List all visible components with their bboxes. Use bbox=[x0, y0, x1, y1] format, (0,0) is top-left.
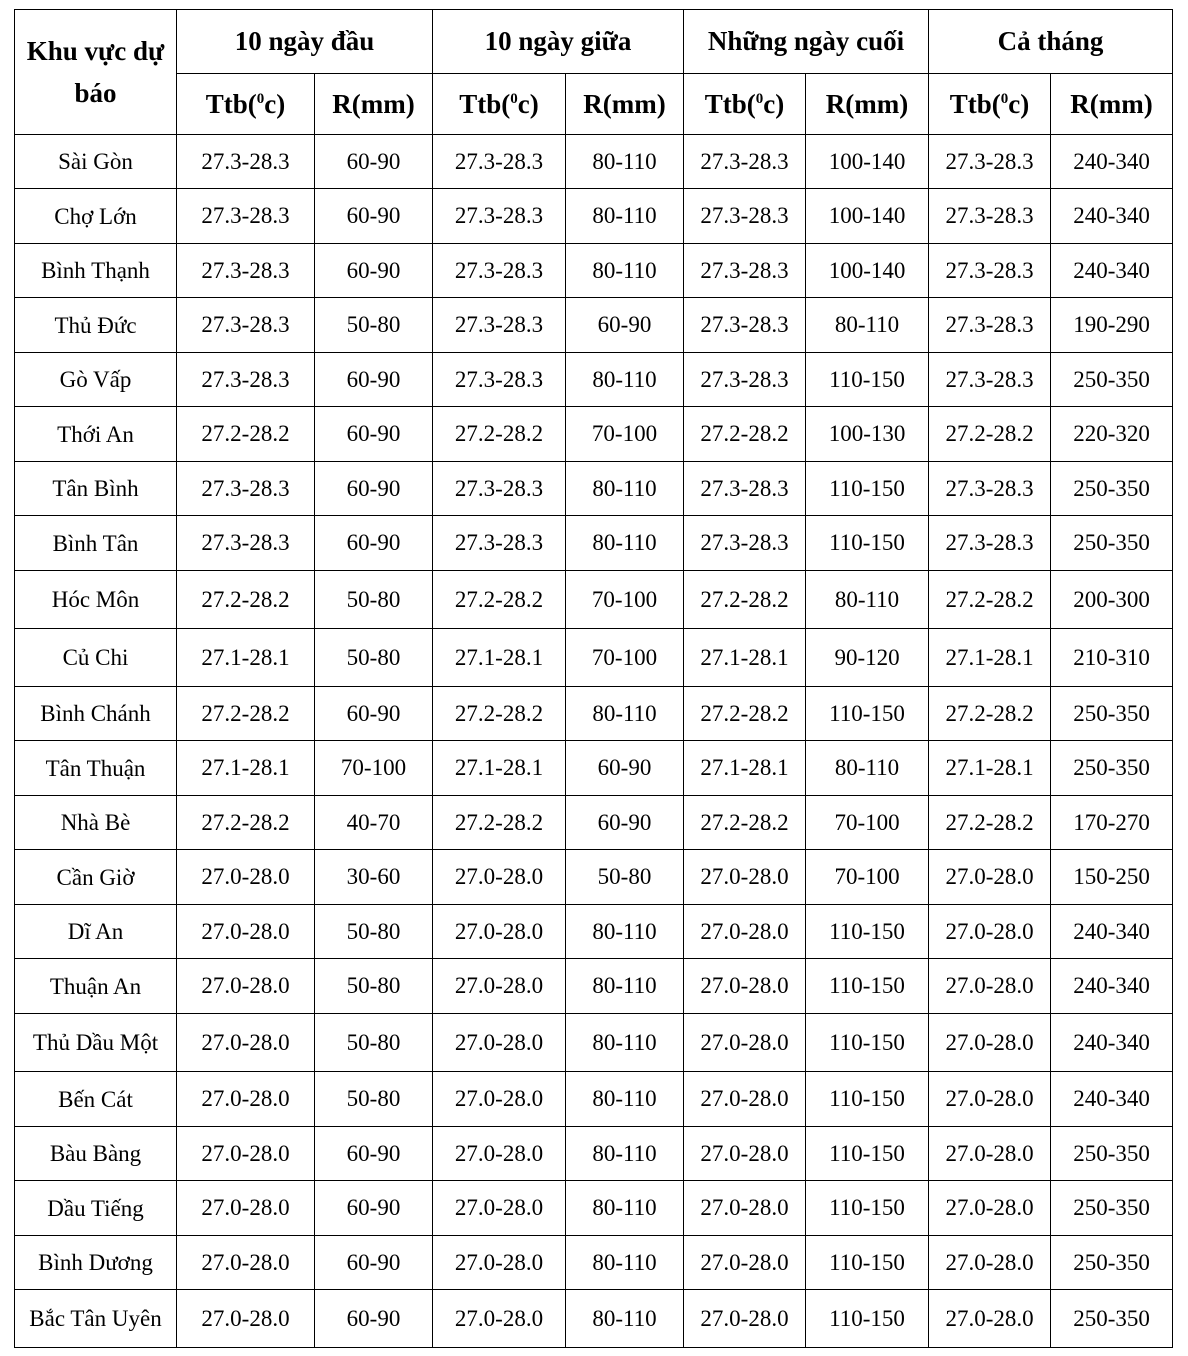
temp-cell: 27.3-28.3 bbox=[684, 353, 806, 407]
temp-cell: 27.0-28.0 bbox=[433, 905, 566, 959]
temp-cell: 27.0-28.0 bbox=[684, 1236, 806, 1290]
temp-header-prefix: Ttb( bbox=[459, 88, 511, 119]
temp-cell: 27.2-28.2 bbox=[684, 796, 806, 850]
temp-cell: 27.3-28.3 bbox=[433, 244, 566, 298]
table-row bbox=[15, 629, 1173, 687]
rain-cell: 250-350 bbox=[1051, 353, 1173, 407]
period-header: 10 ngày đầu bbox=[177, 10, 433, 74]
temp-cell: 27.3-28.3 bbox=[433, 516, 566, 571]
rain-cell: 250-350 bbox=[1051, 462, 1173, 516]
temp-cell: 27.0-28.0 bbox=[177, 850, 315, 905]
temp-header-prefix: Ttb( bbox=[704, 88, 756, 119]
temp-cell: 27.0-28.0 bbox=[433, 1014, 566, 1072]
rain-cell: 110-150 bbox=[806, 1127, 929, 1181]
table-row bbox=[15, 1181, 1173, 1236]
rain-cell: 60-90 bbox=[315, 687, 433, 741]
rain-column-header: R(mm) bbox=[315, 74, 433, 135]
rain-cell: 110-150 bbox=[806, 905, 929, 959]
rain-cell: 80-110 bbox=[566, 1181, 684, 1236]
region-cell: Bàu Bàng bbox=[15, 1127, 177, 1181]
rain-cell: 60-90 bbox=[315, 353, 433, 407]
temp-column-header bbox=[433, 74, 566, 135]
rain-cell: 150-250 bbox=[1051, 850, 1173, 905]
table-row bbox=[15, 1127, 1173, 1181]
region-cell: Thuận An bbox=[15, 959, 177, 1014]
temp-column-header bbox=[684, 74, 806, 135]
temp-cell: 27.0-28.0 bbox=[929, 1072, 1051, 1127]
region-cell: Bến Cát bbox=[15, 1072, 177, 1127]
region-cell: Sài Gòn bbox=[15, 135, 177, 189]
temp-cell: 27.0-28.0 bbox=[433, 1072, 566, 1127]
table-row bbox=[15, 135, 1173, 189]
temp-cell: 27.3-28.3 bbox=[684, 244, 806, 298]
forecast-table bbox=[14, 9, 1173, 1348]
period-header: 10 ngày giữa bbox=[433, 10, 684, 74]
table-row bbox=[15, 1236, 1173, 1290]
table-row bbox=[15, 244, 1173, 298]
temp-header-suffix: c) bbox=[264, 88, 286, 119]
region-cell: Bắc Tân Uyên bbox=[15, 1290, 177, 1348]
region-cell: Thủ Dầu Một bbox=[15, 1014, 177, 1072]
temp-cell: 27.0-28.0 bbox=[929, 905, 1051, 959]
rain-cell: 50-80 bbox=[315, 905, 433, 959]
temp-header-suffix: c) bbox=[1008, 88, 1030, 119]
table-row bbox=[15, 905, 1173, 959]
temp-cell: 27.3-28.3 bbox=[929, 516, 1051, 571]
table-row bbox=[15, 571, 1173, 629]
temp-cell: 27.3-28.3 bbox=[433, 353, 566, 407]
rain-cell: 240-340 bbox=[1051, 1072, 1173, 1127]
rain-cell: 60-90 bbox=[315, 1236, 433, 1290]
table-body bbox=[15, 135, 1173, 1348]
rain-cell: 110-150 bbox=[806, 1014, 929, 1072]
rain-cell: 40-70 bbox=[315, 796, 433, 850]
rain-cell: 80-110 bbox=[566, 1072, 684, 1127]
rain-cell: 80-110 bbox=[566, 959, 684, 1014]
rain-cell: 110-150 bbox=[806, 1181, 929, 1236]
table-row bbox=[15, 796, 1173, 850]
temp-header-degree: 0 bbox=[1000, 90, 1009, 107]
header-row-measures bbox=[15, 74, 1173, 135]
region-cell: Tân Bình bbox=[15, 462, 177, 516]
rain-cell: 50-80 bbox=[315, 959, 433, 1014]
region-cell: Dĩ An bbox=[15, 905, 177, 959]
rain-cell: 80-110 bbox=[806, 571, 929, 629]
temp-cell: 27.3-28.3 bbox=[433, 298, 566, 353]
region-cell: Củ Chi bbox=[15, 629, 177, 687]
rain-cell: 110-150 bbox=[806, 516, 929, 571]
rain-cell: 250-350 bbox=[1051, 741, 1173, 796]
temp-cell: 27.3-28.3 bbox=[929, 353, 1051, 407]
table-row bbox=[15, 462, 1173, 516]
rain-cell: 60-90 bbox=[566, 298, 684, 353]
rain-cell: 220-320 bbox=[1051, 407, 1173, 462]
rain-cell: 60-90 bbox=[315, 244, 433, 298]
rain-cell: 60-90 bbox=[566, 741, 684, 796]
region-cell: Nhà Bè bbox=[15, 796, 177, 850]
rain-cell: 200-300 bbox=[1051, 571, 1173, 629]
rain-cell: 60-90 bbox=[315, 1127, 433, 1181]
rain-cell: 190-290 bbox=[1051, 298, 1173, 353]
temp-cell: 27.0-28.0 bbox=[684, 1072, 806, 1127]
temp-cell: 27.0-28.0 bbox=[684, 1181, 806, 1236]
rain-cell: 70-100 bbox=[566, 629, 684, 687]
rain-cell: 70-100 bbox=[315, 741, 433, 796]
rain-cell: 80-110 bbox=[566, 1236, 684, 1290]
temp-cell: 27.1-28.1 bbox=[929, 741, 1051, 796]
rain-cell: 240-340 bbox=[1051, 959, 1173, 1014]
rain-cell: 80-110 bbox=[806, 741, 929, 796]
temp-cell: 27.1-28.1 bbox=[684, 629, 806, 687]
rain-cell: 70-100 bbox=[566, 407, 684, 462]
temp-cell: 27.3-28.3 bbox=[177, 135, 315, 189]
rain-cell: 60-90 bbox=[315, 189, 433, 244]
table-row bbox=[15, 1290, 1173, 1348]
rain-cell: 110-150 bbox=[806, 959, 929, 1014]
rain-cell: 60-90 bbox=[315, 462, 433, 516]
temp-cell: 27.0-28.0 bbox=[684, 1290, 806, 1348]
temp-cell: 27.2-28.2 bbox=[929, 687, 1051, 741]
temp-cell: 27.0-28.0 bbox=[177, 1014, 315, 1072]
rain-cell: 240-340 bbox=[1051, 1014, 1173, 1072]
rain-cell: 250-350 bbox=[1051, 687, 1173, 741]
temp-cell: 27.0-28.0 bbox=[177, 1181, 315, 1236]
temp-cell: 27.0-28.0 bbox=[684, 959, 806, 1014]
temp-cell: 27.2-28.2 bbox=[177, 571, 315, 629]
temp-cell: 27.1-28.1 bbox=[684, 741, 806, 796]
temp-cell: 27.2-28.2 bbox=[684, 407, 806, 462]
rain-cell: 50-80 bbox=[315, 629, 433, 687]
temp-cell: 27.0-28.0 bbox=[929, 1014, 1051, 1072]
table-row bbox=[15, 850, 1173, 905]
temp-cell: 27.2-28.2 bbox=[433, 687, 566, 741]
rain-cell: 100-130 bbox=[806, 407, 929, 462]
temp-cell: 27.0-28.0 bbox=[177, 1290, 315, 1348]
rain-cell: 70-100 bbox=[806, 796, 929, 850]
rain-cell: 170-270 bbox=[1051, 796, 1173, 850]
rain-column-header: R(mm) bbox=[1051, 74, 1173, 135]
temp-cell: 27.0-28.0 bbox=[929, 1290, 1051, 1348]
temp-cell: 27.0-28.0 bbox=[177, 1127, 315, 1181]
temp-cell: 27.2-28.2 bbox=[684, 687, 806, 741]
region-cell: Thới An bbox=[15, 407, 177, 462]
temp-cell: 27.2-28.2 bbox=[177, 407, 315, 462]
rain-cell: 50-80 bbox=[315, 298, 433, 353]
rain-cell: 110-150 bbox=[806, 1236, 929, 1290]
temp-header-suffix: c) bbox=[517, 88, 539, 119]
rain-cell: 210-310 bbox=[1051, 629, 1173, 687]
rain-cell: 80-110 bbox=[566, 189, 684, 244]
temp-cell: 27.1-28.1 bbox=[929, 629, 1051, 687]
region-cell: Tân Thuận bbox=[15, 741, 177, 796]
temp-cell: 27.0-28.0 bbox=[177, 1072, 315, 1127]
temp-cell: 27.2-28.2 bbox=[929, 796, 1051, 850]
region-cell: Bình Dương bbox=[15, 1236, 177, 1290]
region-cell: Bình Thạnh bbox=[15, 244, 177, 298]
rain-cell: 60-90 bbox=[315, 1181, 433, 1236]
rain-cell: 240-340 bbox=[1051, 189, 1173, 244]
rain-cell: 250-350 bbox=[1051, 1181, 1173, 1236]
temp-header-degree: 0 bbox=[256, 90, 265, 107]
header-row-periods bbox=[15, 10, 1173, 74]
region-cell: Hóc Môn bbox=[15, 571, 177, 629]
temp-cell: 27.3-28.3 bbox=[929, 244, 1051, 298]
region-cell: Bình Tân bbox=[15, 516, 177, 571]
temp-column-header bbox=[929, 74, 1051, 135]
rain-cell: 80-110 bbox=[566, 1127, 684, 1181]
temp-cell: 27.0-28.0 bbox=[433, 1181, 566, 1236]
temp-cell: 27.2-28.2 bbox=[177, 687, 315, 741]
temp-cell: 27.0-28.0 bbox=[433, 959, 566, 1014]
region-cell: Thủ Đức bbox=[15, 298, 177, 353]
rain-cell: 70-100 bbox=[806, 850, 929, 905]
rain-cell: 60-90 bbox=[315, 407, 433, 462]
temp-column-header bbox=[177, 74, 315, 135]
temp-cell: 27.3-28.3 bbox=[684, 189, 806, 244]
temp-cell: 27.3-28.3 bbox=[929, 189, 1051, 244]
rain-cell: 80-110 bbox=[566, 462, 684, 516]
rain-cell: 80-110 bbox=[566, 1014, 684, 1072]
temp-cell: 27.3-28.3 bbox=[177, 244, 315, 298]
temp-cell: 27.0-28.0 bbox=[684, 1127, 806, 1181]
temp-cell: 27.0-28.0 bbox=[684, 905, 806, 959]
rain-cell: 240-340 bbox=[1051, 905, 1173, 959]
table-row bbox=[15, 353, 1173, 407]
rain-cell: 80-110 bbox=[566, 905, 684, 959]
rain-cell: 250-350 bbox=[1051, 1290, 1173, 1348]
table-row bbox=[15, 189, 1173, 244]
region-cell: Gò Vấp bbox=[15, 353, 177, 407]
temp-cell: 27.0-28.0 bbox=[929, 850, 1051, 905]
period-header: Những ngày cuối bbox=[684, 10, 929, 74]
temp-cell: 27.3-28.3 bbox=[433, 135, 566, 189]
region-column-header: Khu vực dự báo bbox=[15, 10, 177, 135]
rain-cell: 250-350 bbox=[1051, 1236, 1173, 1290]
rain-cell: 90-120 bbox=[806, 629, 929, 687]
rain-cell: 100-140 bbox=[806, 135, 929, 189]
temp-cell: 27.0-28.0 bbox=[929, 1236, 1051, 1290]
temp-cell: 27.3-28.3 bbox=[433, 462, 566, 516]
rain-cell: 80-110 bbox=[566, 687, 684, 741]
rain-cell: 70-100 bbox=[566, 571, 684, 629]
rain-column-header: R(mm) bbox=[566, 74, 684, 135]
rain-cell: 110-150 bbox=[806, 353, 929, 407]
rain-cell: 50-80 bbox=[566, 850, 684, 905]
temp-cell: 27.0-28.0 bbox=[433, 1127, 566, 1181]
region-cell: Chợ Lớn bbox=[15, 189, 177, 244]
temp-cell: 27.0-28.0 bbox=[177, 959, 315, 1014]
temp-cell: 27.0-28.0 bbox=[929, 959, 1051, 1014]
temp-header-degree: 0 bbox=[755, 90, 764, 107]
temp-cell: 27.3-28.3 bbox=[929, 298, 1051, 353]
rain-cell: 80-110 bbox=[806, 298, 929, 353]
temp-header-prefix: Ttb( bbox=[949, 88, 1001, 119]
rain-cell: 80-110 bbox=[566, 1290, 684, 1348]
temp-cell: 27.0-28.0 bbox=[433, 850, 566, 905]
rain-cell: 30-60 bbox=[315, 850, 433, 905]
period-header: Cả tháng bbox=[929, 10, 1173, 74]
rain-cell: 240-340 bbox=[1051, 244, 1173, 298]
region-cell: Bình Chánh bbox=[15, 687, 177, 741]
rain-cell: 100-140 bbox=[806, 244, 929, 298]
rain-cell: 240-340 bbox=[1051, 135, 1173, 189]
temp-header-degree: 0 bbox=[510, 90, 518, 107]
rain-cell: 250-350 bbox=[1051, 516, 1173, 571]
region-cell: Cần Giờ bbox=[15, 850, 177, 905]
temp-cell: 27.3-28.3 bbox=[177, 462, 315, 516]
temp-cell: 27.2-28.2 bbox=[684, 571, 806, 629]
temp-cell: 27.2-28.2 bbox=[929, 407, 1051, 462]
rain-cell: 110-150 bbox=[806, 1290, 929, 1348]
rain-cell: 80-110 bbox=[566, 135, 684, 189]
rain-cell: 80-110 bbox=[566, 353, 684, 407]
temp-cell: 27.3-28.3 bbox=[929, 462, 1051, 516]
table-row bbox=[15, 959, 1173, 1014]
temp-cell: 27.2-28.2 bbox=[177, 796, 315, 850]
temp-cell: 27.3-28.3 bbox=[684, 135, 806, 189]
temp-cell: 27.3-28.3 bbox=[684, 516, 806, 571]
temp-cell: 27.1-28.1 bbox=[433, 741, 566, 796]
rain-cell: 50-80 bbox=[315, 1072, 433, 1127]
temp-cell: 27.3-28.3 bbox=[177, 353, 315, 407]
rain-cell: 60-90 bbox=[315, 1290, 433, 1348]
table-row bbox=[15, 407, 1173, 462]
temp-cell: 27.2-28.2 bbox=[433, 407, 566, 462]
temp-cell: 27.1-28.1 bbox=[177, 629, 315, 687]
temp-cell: 27.2-28.2 bbox=[433, 571, 566, 629]
temp-cell: 27.1-28.1 bbox=[177, 741, 315, 796]
temp-cell: 27.0-28.0 bbox=[177, 1236, 315, 1290]
rain-cell: 50-80 bbox=[315, 571, 433, 629]
rain-cell: 60-90 bbox=[315, 516, 433, 571]
rain-cell: 100-140 bbox=[806, 189, 929, 244]
temp-cell: 27.3-28.3 bbox=[177, 516, 315, 571]
table-row bbox=[15, 741, 1173, 796]
table-row bbox=[15, 687, 1173, 741]
temp-cell: 27.2-28.2 bbox=[929, 571, 1051, 629]
rain-cell: 110-150 bbox=[806, 687, 929, 741]
rain-column-header: R(mm) bbox=[806, 74, 929, 135]
table-row bbox=[15, 1072, 1173, 1127]
temp-cell: 27.3-28.3 bbox=[433, 189, 566, 244]
temp-cell: 27.0-28.0 bbox=[177, 905, 315, 959]
temp-cell: 27.2-28.2 bbox=[433, 796, 566, 850]
rain-cell: 80-110 bbox=[566, 244, 684, 298]
table-row bbox=[15, 298, 1173, 353]
temp-cell: 27.3-28.3 bbox=[929, 135, 1051, 189]
temp-header-prefix: Ttb( bbox=[205, 88, 257, 119]
temp-cell: 27.0-28.0 bbox=[684, 850, 806, 905]
rain-cell: 60-90 bbox=[566, 796, 684, 850]
temp-cell: 27.3-28.3 bbox=[177, 298, 315, 353]
temp-header-suffix: c) bbox=[763, 88, 785, 119]
temp-cell: 27.0-28.0 bbox=[433, 1236, 566, 1290]
rain-cell: 110-150 bbox=[806, 462, 929, 516]
temp-cell: 27.1-28.1 bbox=[433, 629, 566, 687]
temp-cell: 27.3-28.3 bbox=[684, 462, 806, 516]
temp-cell: 27.0-28.0 bbox=[929, 1127, 1051, 1181]
temp-cell: 27.3-28.3 bbox=[177, 189, 315, 244]
rain-cell: 250-350 bbox=[1051, 1127, 1173, 1181]
table-row bbox=[15, 516, 1173, 571]
table-row bbox=[15, 1014, 1173, 1072]
temp-cell: 27.0-28.0 bbox=[433, 1290, 566, 1348]
rain-cell: 50-80 bbox=[315, 1014, 433, 1072]
temp-cell: 27.3-28.3 bbox=[684, 298, 806, 353]
temp-cell: 27.0-28.0 bbox=[929, 1181, 1051, 1236]
temp-cell: 27.0-28.0 bbox=[684, 1014, 806, 1072]
rain-cell: 110-150 bbox=[806, 1072, 929, 1127]
rain-cell: 80-110 bbox=[566, 516, 684, 571]
region-cell: Dầu Tiếng bbox=[15, 1181, 177, 1236]
rain-cell: 60-90 bbox=[315, 135, 433, 189]
